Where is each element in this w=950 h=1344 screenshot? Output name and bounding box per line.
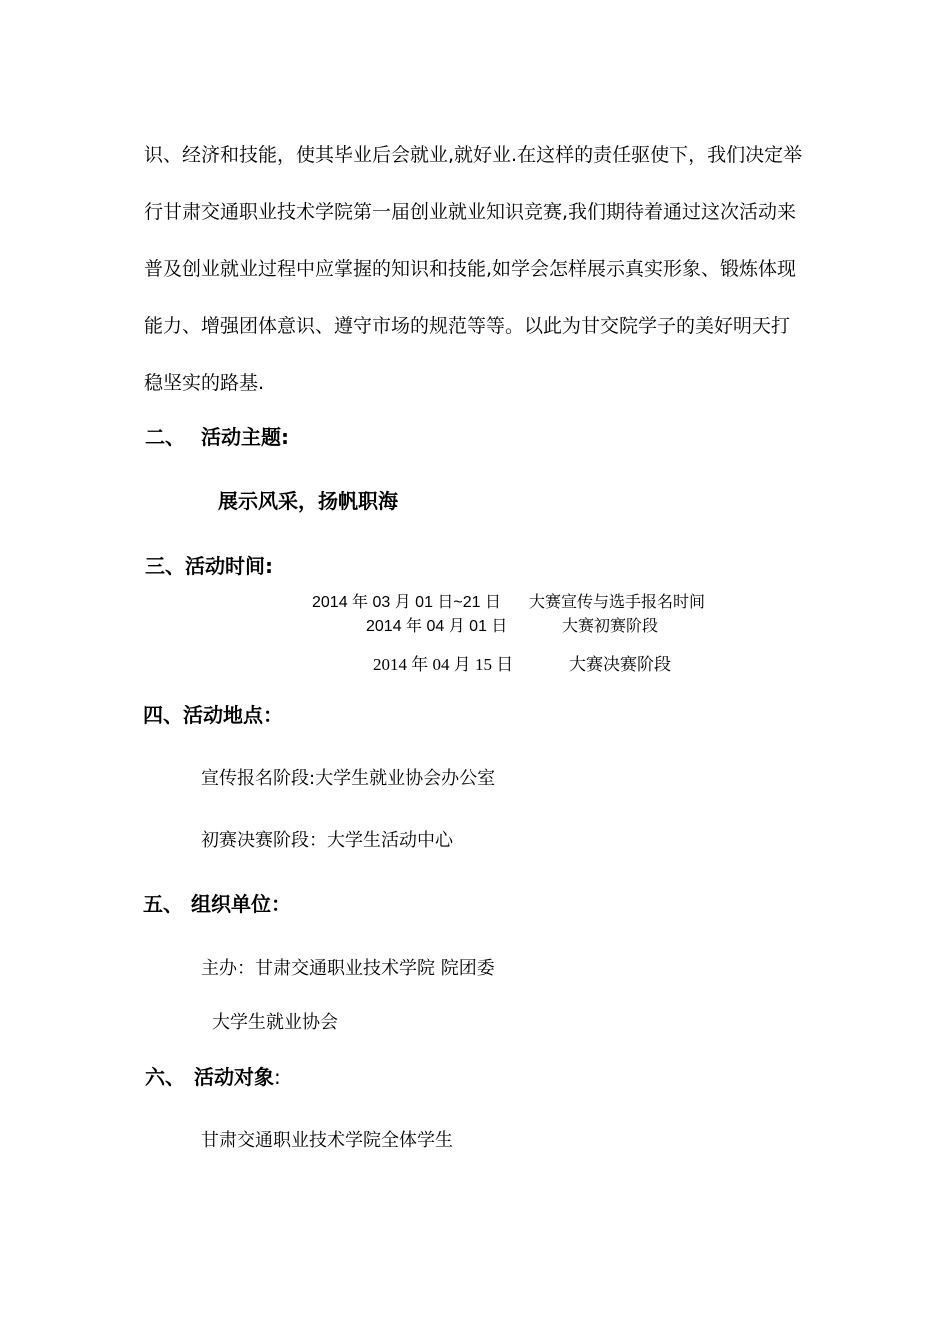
section-2-heading — [145, 421, 289, 450]
section-6-colon: : — [274, 1065, 281, 1089]
schedule-row-1 — [312, 589, 705, 612]
section-3-heading: 三、活动时间: — [145, 554, 273, 578]
schedule-date-1: 2014 年 03 月 01 日~21 日 — [312, 594, 502, 611]
intro-line-3: 普及创业就业过程中应掌握的知识和技能,如学会怎样展示真实形象、锻炼体现 — [144, 258, 797, 280]
intro-line-4: 能力、增强团体意识、遵守市场的规范等等。以此为甘交院学子的美好明天打 — [144, 315, 791, 337]
section-5-number: 五、 — [143, 892, 183, 916]
activity-theme: 展示风采，扬帆职海 — [218, 489, 398, 513]
section-5-heading — [143, 888, 291, 917]
organizer-co: 大学生就业协会 — [212, 1012, 338, 1033]
section-2-title: 活动主题: — [201, 425, 289, 449]
section-4-heading: 四、活动地点： — [143, 703, 283, 727]
schedule-desc-1: 大赛宣传与选手报名时间 — [529, 594, 706, 611]
schedule-row-2 — [366, 613, 658, 636]
organizer-host: 主办：甘肃交通职业技术学院 院团委 — [201, 958, 495, 979]
schedule-desc-2: 大赛初赛阶段 — [562, 618, 659, 635]
intro-line-2: 行甘肃交通职业技术学院第一届创业就业知识竞赛,我们期待着通过这次活动来 — [144, 201, 797, 223]
section-5-title: 组织单位： — [191, 892, 291, 916]
intro-line-5: 稳坚实的路基. — [144, 372, 265, 394]
target-audience: 甘肃交通职业技术学院全体学生 — [201, 1130, 453, 1151]
section-6-heading — [145, 1061, 281, 1090]
section-2-number: 二、 — [145, 425, 185, 449]
schedule-date-2: 2014 年 04 月 01 日 — [366, 618, 508, 635]
schedule-date-3: 2014 年 04 月 15 日 — [373, 655, 514, 674]
venue-competition: 初赛决赛阶段：大学生活动中心 — [201, 830, 453, 851]
intro-line-1: 识、经济和技能，使其毕业后会就业,就好业.在这样的责任驱使下，我们决定举 — [144, 144, 803, 166]
schedule-desc-3: 大赛决赛阶段 — [569, 655, 671, 674]
section-6-title: 活动对象 — [194, 1065, 274, 1089]
venue-registration: 宣传报名阶段:大学生就业协会办公室 — [201, 768, 496, 789]
section-6-number: 六、 — [145, 1065, 185, 1089]
schedule-row-3 — [373, 650, 671, 675]
